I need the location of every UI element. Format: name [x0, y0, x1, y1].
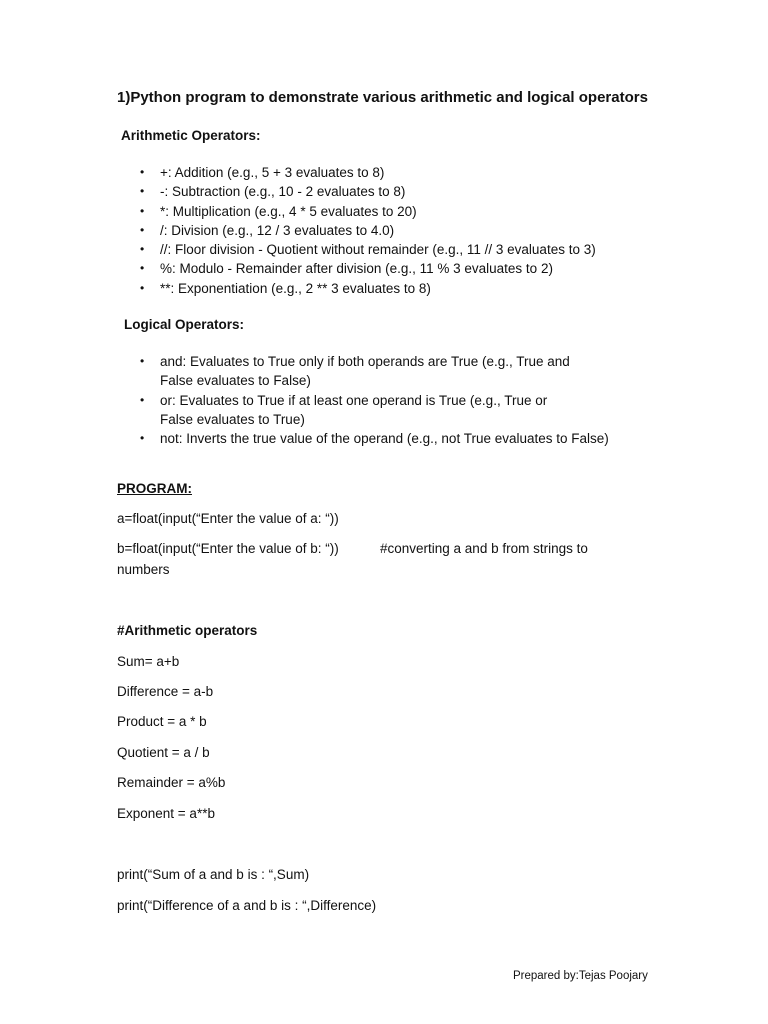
code-statement: Sum= a+b: [117, 654, 180, 669]
list-item: • -: Subtraction (e.g., 10 - 2 evaluates to 8): [140, 182, 596, 201]
arithmetic-list: [140, 163, 596, 298]
arithmetic-heading: Arithmetic Operators:: [121, 128, 261, 143]
list-item: • +: Addition (e.g., 5 + 3 evaluates to 8): [140, 163, 596, 182]
list-item-line: False evaluates to True): [160, 411, 305, 427]
list-item: [140, 391, 609, 430]
list-item: • //: Floor division - Quotient without remainder (e.g., 11 // 3 evaluates to 3): [140, 240, 596, 259]
code-line-b: b=float(input(“Enter the value of b: “)): [117, 541, 339, 556]
code-comment-wrap: numbers: [117, 562, 170, 577]
code-comment: #converting a and b from strings to: [380, 541, 588, 556]
list-item-line: False evaluates to False): [160, 373, 311, 389]
logical-list: [140, 352, 609, 448]
list-item: • **: Exponentiation (e.g., 2 ** 3 evaluates to 8): [140, 279, 596, 298]
logical-heading: Logical Operators:: [124, 317, 245, 332]
list-item-line: not: Inverts the true value of the operand (e.g., not True evaluates to False): [160, 431, 609, 447]
list-item-line: or: Evaluates to True if at least one operand is True (e.g., True or: [160, 392, 548, 408]
program-heading: PROGRAM:: [117, 481, 192, 496]
list-item: [140, 352, 609, 391]
page-title: 1)Python program to demonstrate various arithmetic and logical operators: [117, 89, 648, 106]
code-line-a: a=float(input(“Enter the value of a: “)): [117, 511, 339, 526]
list-item-line: and: Evaluates to True only if both operands are True (e.g., True and: [160, 354, 570, 369]
list-item: • /: Division (e.g., 12 / 3 evaluates to 4.0): [140, 221, 596, 240]
code-statement: Quotient = a / b: [117, 745, 210, 760]
code-statement: Difference = a-b: [117, 684, 214, 699]
arithmetic-comment: #Arithmetic operators: [117, 623, 258, 638]
code-statement: Exponent = a**b: [117, 806, 215, 821]
list-item: [140, 429, 609, 448]
list-item: • *: Multiplication (e.g., 4 * 5 evaluates to 20): [140, 202, 596, 221]
code-print: print(“Difference of a and b is : “,Difference): [117, 898, 377, 913]
code-statement: Remainder = a%b: [117, 775, 226, 790]
list-item: • %: Modulo - Remainder after division (e.g., 11 % 3 evaluates to 2): [140, 259, 596, 278]
code-print: print(“Sum of a and b is : “,Sum): [117, 867, 310, 882]
code-statement: Product = a * b: [117, 714, 207, 729]
footer-credit: Prepared by:Tejas Poojary: [513, 970, 648, 982]
